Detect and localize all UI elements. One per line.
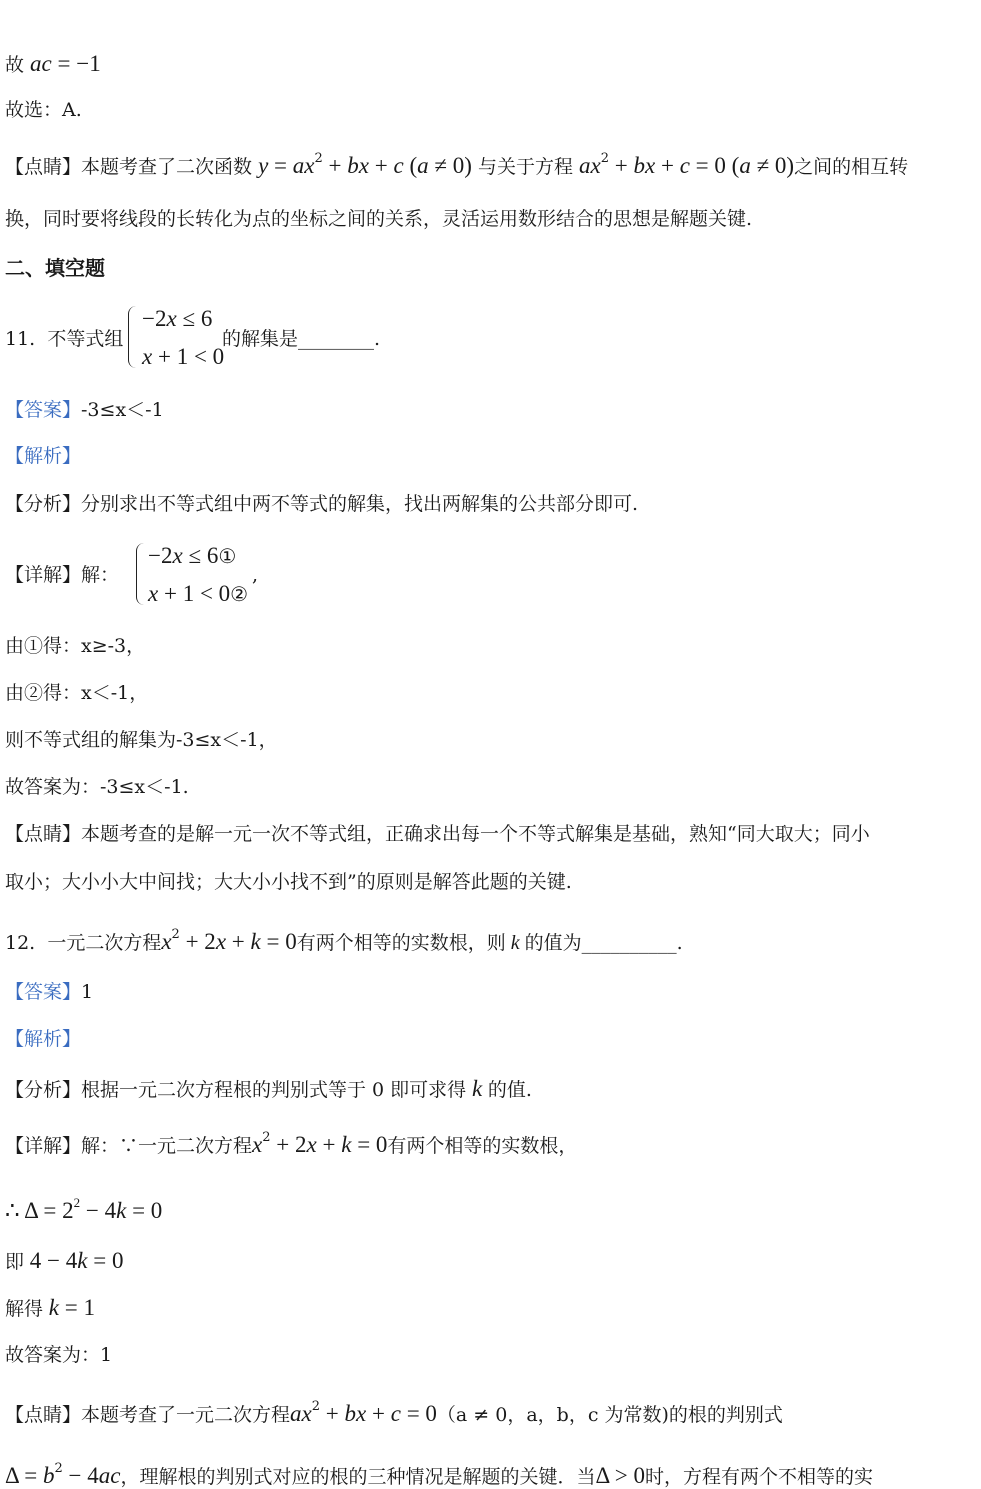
analysis-line: 【分析】根据一元二次方程根的判别式等于 0 即可求得 k 的值. [5,1076,532,1101]
system-row: x + 1 < 0 [142,344,225,369]
equation: ac [30,51,52,76]
text-line: 由①得：x≥-3， [5,635,146,657]
analysis-tag: 【解析】 [5,445,82,467]
note-line: 【点睛】本题考查了二次函数 $y = ax^2$ + bx + c (a ≠ 0) 与关于方程 $ax^2$ + bx + c = 0 (a ≠ 0)之间的相互转 [5,151,909,178]
answer-line: 【答案】-3≤x＜-1 [5,399,164,421]
text-line: 故选：A. [5,99,82,121]
equation-line: 即 4 − 4k = 0 [5,1248,124,1273]
question-11: 11. 不等式组 [5,328,124,350]
note-line: $\Delta = b^2 - 4ac$，理解根的判别式对应的根的三种情况是解题的关键．当Δ > 0时，方程有两个不相等的实 [5,1461,874,1488]
question-tail: 的解集是________. [222,328,381,350]
system-row: −2x ≤ 6① [148,543,237,568]
text-line: 故答案为：1 [5,1344,113,1366]
note-line: 【点睛】本题考查了一元二次方程$ax^2$ + bx + c = 0（a ≠ 0，a，b，c 为常数)的根的判别式 [5,1399,783,1426]
section-title: 二、填空题 [5,256,105,280]
text-line: 由②得：x＜-1， [5,682,149,704]
system-row: −2x ≤ 6 [142,306,213,331]
text-line: 则不等式组的解集为-3≤x＜-1， [5,729,278,751]
text-line: 取小；大小小大中间找；大大小小找不到”的原则是解答此题的关键. [5,871,572,893]
analysis-tag: 【解析】 [5,1028,82,1050]
analysis-line: 【分析】分别求出不等式组中两不等式的解集，找出两解集的公共部分即可. [5,493,639,515]
text-line: 换，同时要将线段的长转化为点的坐标之间的关系，灵活运用数形结合的思想是解题关键. [5,208,753,230]
answer-tag: 【答案】 [5,399,82,421]
note-line: 【点睛】本题考查的是解一元一次不等式组，正确求出每一个不等式解集是基础，熟知“同大取大；同小 [5,823,870,845]
detail-line: 【详解】解：∵一元二次方程$x^2 + 2x + k = 0$有两个相等的实数根， [5,1130,578,1157]
system-row: x + 1 < 0② [148,581,249,606]
brace [128,306,139,368]
text-line: 故答案为：-3≤x＜-1. [5,776,189,798]
text-line: 故 ac = −1 [5,51,101,76]
formula: y [258,153,269,178]
note-tag: 【点睛】 [5,156,82,178]
question-12: 12. 一元二次方程$x^2 + 2x + k = 0$有两个相等的实数根，则 k 的值为__________. [5,927,683,954]
brace [136,543,147,605]
answer-line: 【答案】1 [5,981,94,1003]
equation-line: ∴ $\Delta = 2^2 - 4k = 0$ [5,1195,163,1223]
detail-line: 【详解】解： [5,564,120,586]
equation-line: 解得 k = 1 [5,1295,95,1320]
